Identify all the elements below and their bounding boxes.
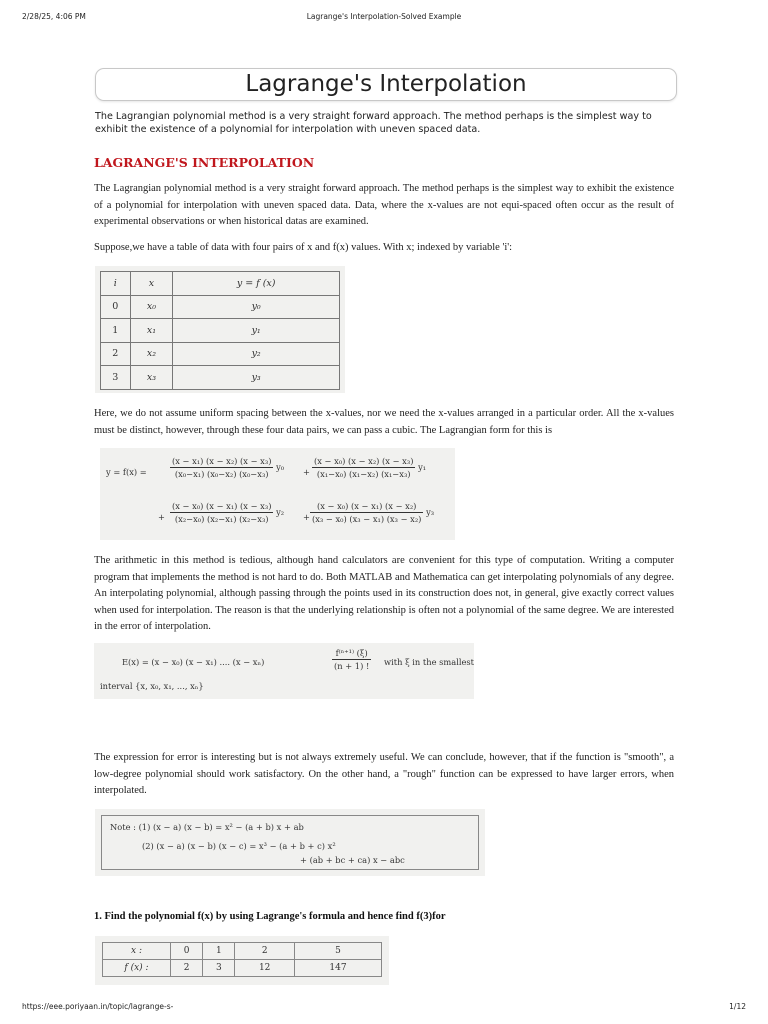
data-table <box>100 271 340 390</box>
term-4-y: y₃ <box>426 507 435 517</box>
formula-term-4 <box>310 500 434 525</box>
table-cell: y₂ <box>173 342 340 366</box>
table-cell: x₃ <box>130 366 173 390</box>
table-cell: 3 <box>203 960 235 977</box>
error-formula-tail: with ξ in the smallest <box>384 657 475 667</box>
example-table <box>102 942 382 977</box>
term-3-y: y₂ <box>276 507 285 517</box>
table-cell: x₁ <box>130 319 173 343</box>
note-line-3: + (ab + bc + ca) x − abc <box>300 855 405 865</box>
table-cell: x₀ <box>130 295 173 319</box>
formula-plus: + <box>303 512 310 522</box>
term-4-numerator: (x − x₀) (x − x₁) (x − x₂) <box>310 500 423 513</box>
formula-term-2 <box>312 455 426 480</box>
print-page-title: Lagrange's Interpolation-Solved Example <box>306 12 462 21</box>
table-row <box>101 366 340 390</box>
example-table-image <box>95 936 389 985</box>
error-formula-image <box>94 643 474 699</box>
paragraph-3: Here, we do not assume uniform spacing between the x-values, nor we need the x-values arranged in a particular order. All the x-values must be distinct, however, through these four data pairs, we can pass a cubic. The Lagrangian form for this is <box>94 408 674 436</box>
error-numerator: f⁽ⁿ⁺¹⁾ (ξ) <box>332 647 371 660</box>
table-row <box>101 295 340 319</box>
paragraph-1: The Lagrangian polynomial method is a very straight forward approach. The method perhaps is the simplest way to exhibit the existence of a polynomial for interpolation with uneven spaced data. Data, where the x-values are not equi-spaced often occur as the result of experimental observations or when historical datas are examined. <box>94 183 674 227</box>
paragraph-2: Suppose,we have a table of data with four pairs of x and f(x) values. With x; indexed by variable 'i': <box>94 242 513 253</box>
table-cell: x₂ <box>130 342 173 366</box>
paragraph-4: The arithmetic in this method is tedious, although hand calculators are convenient for this type of computation. Writing a computer program that implements the method is not hard to do. Both MATLAB and Mathematica can get interpolating polynomials of any degree. An interpolating polynomial, although passing through the points used in its construction does not, in general, give exactly correct values when used for interpolation. The reason is that the underlying relationship is often not a polynomial of the same degree. We are interested in the error of interpolation. <box>94 555 674 632</box>
paragraph-5: The expression for error is interesting but is not always extremely useful. We can conclude, however, that if the function is "smooth", a low-degree polynomial should work satisfactory. On the other hand, a "rough" function can be expressed to have larger errors, when interpolated. <box>94 752 674 796</box>
term-1-y: y₀ <box>276 462 285 472</box>
note-line-2: (2) (x − a) (x − b) (x − c) = x³ − (a + b + c) x² <box>142 841 336 851</box>
term-1-denominator: (x₀−x₁) (x₀−x₂) (x₀−x₃) <box>174 469 269 479</box>
table-cell: 12 <box>235 960 295 977</box>
formula-term-3 <box>170 500 284 525</box>
print-datetime: 2/28/25, 4:06 PM <box>22 12 86 21</box>
table-cell: 147 <box>294 960 381 977</box>
table-row <box>101 319 340 343</box>
table-cell: y₁ <box>173 319 340 343</box>
term-2-numerator: (x − x₀) (x − x₂) (x − x₃) <box>314 456 414 466</box>
table-cell: f (x) : <box>103 960 171 977</box>
table-cell: y₃ <box>173 366 340 390</box>
term-2-denominator: (x₁−x₀) (x₁−x₂) (x₁−x₃) <box>316 469 411 479</box>
formula-plus: + <box>303 467 310 477</box>
page-title: Lagrange's Interpolation <box>95 68 677 101</box>
table-header-row <box>101 272 340 296</box>
error-interval: interval {x, x₀, x₁, ..., xₙ} <box>100 681 204 691</box>
intro-paragraph: The Lagrangian polynomial method is a very straight forward approach. The method perhaps is the simplest way to exhibit the existence of a polynomial for interpolation with uneven spaced data. <box>95 111 652 135</box>
table-header-cell: i <box>101 272 131 296</box>
table-cell: 2 <box>235 943 295 960</box>
print-header <box>22 12 746 24</box>
table-cell: 1 <box>101 319 131 343</box>
term-2-y: y₁ <box>418 462 427 472</box>
table-cell: 2 <box>101 342 131 366</box>
table-row <box>103 960 382 977</box>
formula-lhs: y = f(x) = <box>106 467 147 477</box>
table-row <box>101 342 340 366</box>
term-4-denominator: (x₃ − x₀) (x₃ − x₁) (x₃ − x₂) <box>312 514 422 524</box>
section-heading: LAGRANGE'S INTERPOLATION <box>94 155 315 170</box>
lagrange-formula-image <box>100 448 455 540</box>
table-cell: 5 <box>294 943 381 960</box>
table-cell: 0 <box>101 295 131 319</box>
table-cell: 2 <box>171 960 203 977</box>
formula-plus: + <box>158 512 165 522</box>
formula-term-1 <box>170 455 284 480</box>
table-header-cell: x <box>130 272 173 296</box>
table-cell: 3 <box>101 366 131 390</box>
page-number: 1/12 <box>729 1002 746 1011</box>
table-row <box>103 943 382 960</box>
term-3-numerator: (x − x₀) (x − x₁) (x − x₃) <box>172 501 272 511</box>
error-formula-lhs: E(x) = (x − x₀) (x − x₁) .... (x − xₙ) <box>122 657 265 667</box>
note-box <box>101 815 479 870</box>
error-fraction <box>332 647 371 672</box>
note-image <box>95 809 485 876</box>
error-denominator: (n + 1) ! <box>334 661 370 671</box>
table-cell: x : <box>103 943 171 960</box>
note-line-1: Note : (1) (x − a) (x − b) = x² − (a + b) x + ab <box>110 822 304 832</box>
table-header-cell: y = f (x) <box>173 272 340 296</box>
table-cell: 0 <box>171 943 203 960</box>
page-url: https://eee.poriyaan.in/topic/lagrange-s- <box>22 1002 174 1011</box>
term-1-numerator: (x − x₁) (x − x₂) (x − x₃) <box>172 456 272 466</box>
table-cell: 1 <box>203 943 235 960</box>
example-heading: 1. Find the polynomial f(x) by using Lagrange's formula and hence find f(3)for <box>94 911 446 922</box>
term-3-denominator: (x₂−x₀) (x₂−x₁) (x₂−x₃) <box>174 514 269 524</box>
table-cell: y₀ <box>173 295 340 319</box>
data-table-image <box>95 266 345 393</box>
